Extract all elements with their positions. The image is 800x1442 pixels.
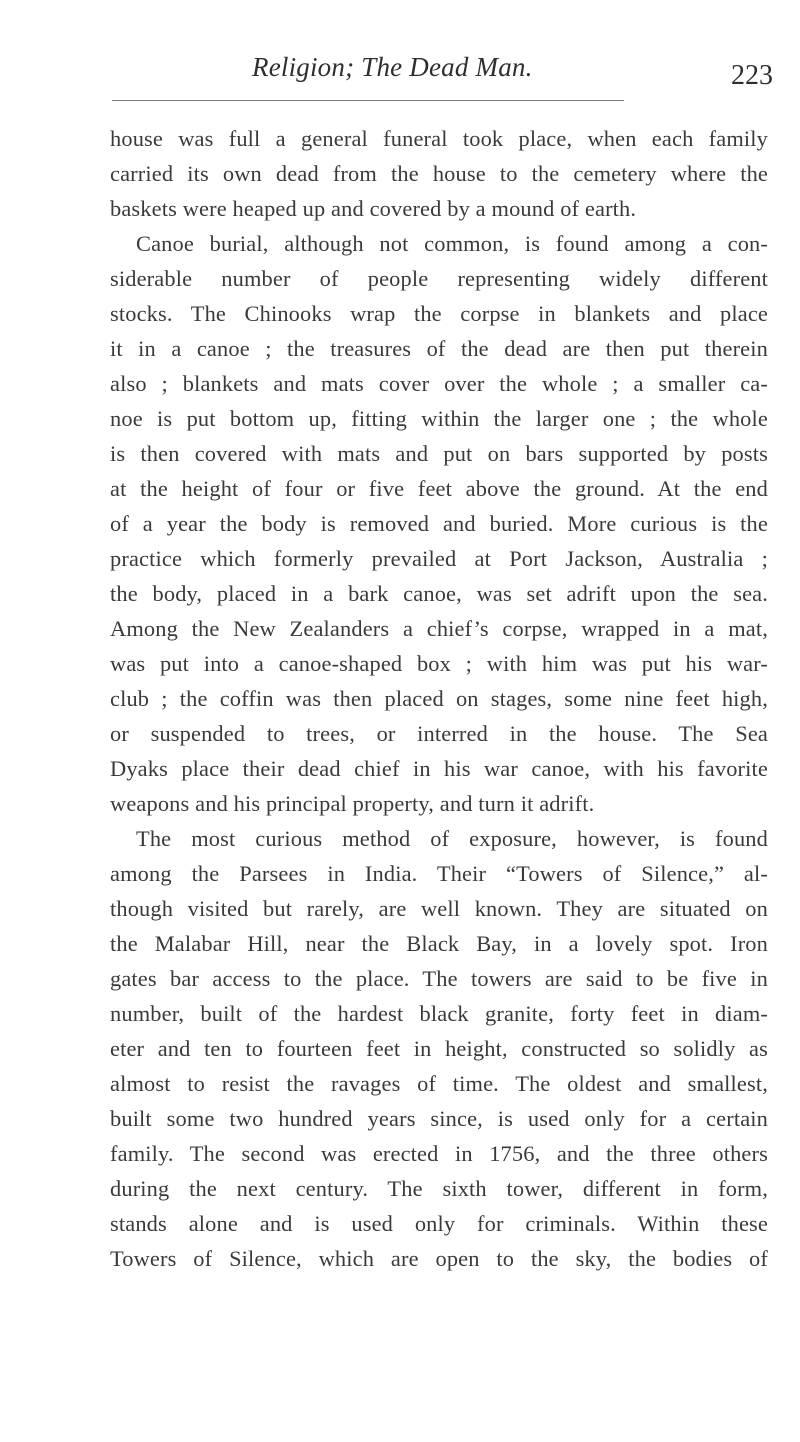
- text-line: Dyaks place their dead chief in his war canoe, with his favorite: [110, 756, 768, 781]
- text-line: gates bar access to the place. The towers are said to be five in: [110, 966, 768, 991]
- text-line: baskets were heaped up and covered by a mound of earth.: [110, 196, 637, 221]
- text-line: at the height of four or five feet above the ground. At the end: [110, 476, 768, 501]
- text-line: house was full a general funeral took place, when each family: [110, 126, 768, 151]
- header-rule: [112, 100, 624, 101]
- text-line: or suspended to trees, or interred in the house. The Sea: [110, 721, 768, 746]
- running-head: Religion; The Dead Man.: [252, 52, 533, 82]
- text-line: built some two hundred years since, is used only for a certain: [110, 1106, 768, 1131]
- text-line: is then covered with mats and put on bars supported by posts: [110, 441, 768, 466]
- paragraph-start-line: Canoe burial, although not common, is found among a con-: [136, 231, 768, 256]
- text-line: almost to resist the ravages of time. The oldest and smallest,: [110, 1071, 768, 1096]
- text-line: it in a canoe ; the treasures of the dead are then put therein: [110, 336, 768, 361]
- text-line: practice which formerly prevailed at Port Jackson, Australia ;: [110, 546, 768, 571]
- text-line: noe is put bottom up, fitting within the larger one ; the whole: [110, 406, 768, 431]
- text-line: Among the New Zealanders a chief’s corpse, wrapped in a mat,: [110, 616, 768, 641]
- text-line: family. The second was erected in 1756, and the three others: [110, 1141, 768, 1166]
- text-line: during the next century. The sixth tower, different in form,: [110, 1176, 768, 1201]
- text-line: among the Parsees in India. Their “Towers of Silence,” al-: [110, 861, 768, 886]
- text-line: the Malabar Hill, near the Black Bay, in a lovely spot. Iron: [110, 931, 768, 956]
- text-line: weapons and his principal property, and turn it adrift.: [110, 791, 595, 816]
- page-number: 223: [731, 60, 773, 91]
- text-line: club ; the coffin was then placed on stages, some nine feet high,: [110, 686, 768, 711]
- text-line: though visited but rarely, are well known. They are situated on: [110, 896, 768, 921]
- text-line: stocks. The Chinooks wrap the corpse in blankets and place: [110, 301, 768, 326]
- text-line: stands alone and is used only for criminals. Within these: [110, 1211, 768, 1236]
- paragraph-start-line: The most curious method of exposure, however, is found: [136, 826, 768, 851]
- text-line: the body, placed in a bark canoe, was set adrift upon the sea.: [110, 581, 768, 606]
- text-line: eter and ten to fourteen feet in height, constructed so solidly as: [110, 1036, 768, 1061]
- text-line: of a year the body is removed and buried. More curious is the: [110, 511, 768, 536]
- text-line: was put into a canoe-shaped box ; with him was put his war-: [110, 651, 768, 676]
- text-line: also ; blankets and mats cover over the whole ; a smaller ca-: [110, 371, 768, 396]
- text-line: number, built of the hardest black granite, forty feet in diam-: [110, 1001, 768, 1026]
- text-line: carried its own dead from the house to the cemetery where the: [110, 161, 768, 186]
- text-line: siderable number of people representing widely different: [110, 266, 768, 291]
- text-line: Towers of Silence, which are open to the sky, the bodies of: [110, 1246, 768, 1271]
